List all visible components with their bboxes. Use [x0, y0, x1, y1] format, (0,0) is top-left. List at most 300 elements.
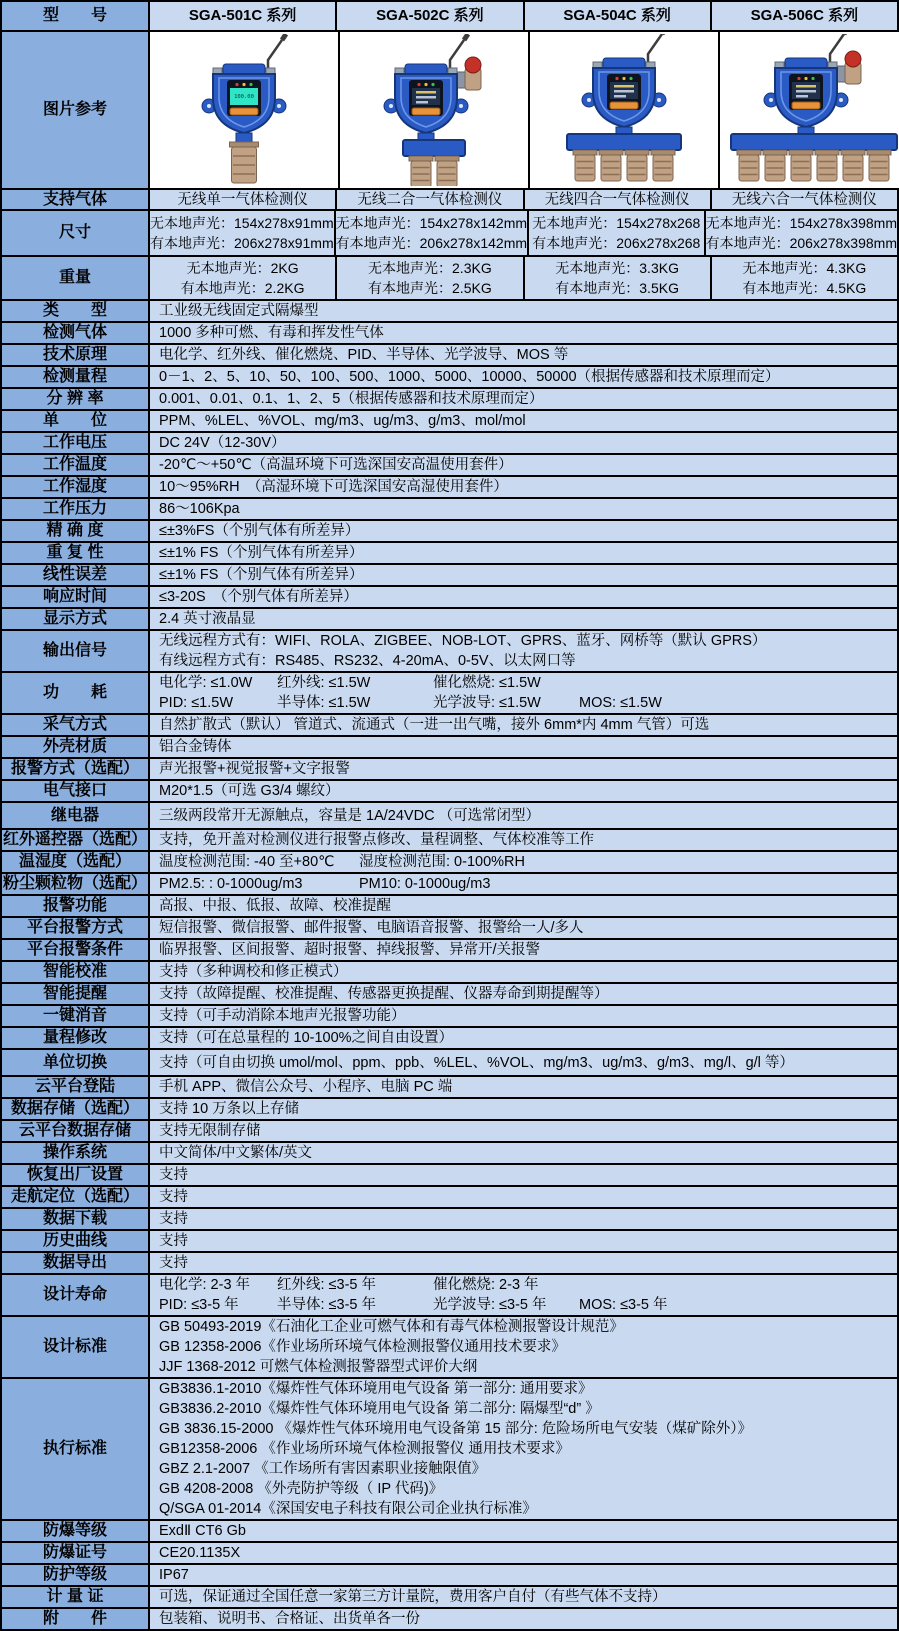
spec-row [2, 781, 897, 803]
dimensions-row [2, 211, 897, 257]
spec-row-label: 防爆等级 [2, 1521, 150, 1541]
spec-row [2, 918, 897, 940]
spec-value-segment: 高报、中报、低报、故障、校准提醒 [159, 898, 391, 914]
spec-row-label: 显示方式 [2, 609, 150, 629]
spec-row [2, 1317, 897, 1379]
model-header-cells [150, 2, 897, 30]
spec-row-label: 计 量 证 [2, 1587, 150, 1607]
spec-row-value [150, 1317, 897, 1377]
spec-row-value [150, 521, 897, 541]
spec-value-segment: PM10: 0-1000ug/m3 [359, 876, 491, 892]
spec-row-value [150, 940, 897, 960]
cell-text: 有本地声光：2.2KG [180, 280, 305, 296]
weight-cell-3 [712, 257, 897, 299]
spec-row-label: 防护等级 [2, 1565, 150, 1585]
spec-row-label: 红外遥控器（选配） [2, 830, 150, 850]
supported-gas-cell-3 [712, 190, 897, 209]
spec-row [2, 940, 897, 962]
spec-row [2, 896, 897, 918]
spec-value-line [159, 1209, 897, 1229]
spec-row [2, 673, 897, 715]
spec-row-value [150, 631, 897, 671]
spec-row-label: 单 位 [2, 411, 150, 431]
spec-row-label: 重 复 性 [2, 543, 150, 563]
spec-row-value [150, 1077, 897, 1097]
spec-value-line [159, 984, 897, 1004]
model-header-row [2, 2, 897, 32]
weight-cell-1 [337, 257, 524, 299]
spec-value-line [159, 918, 897, 938]
spec-row-value [150, 1565, 897, 1585]
spec-value-segment: 支持 [159, 1233, 188, 1249]
weight-label: 重量 [2, 257, 150, 299]
spec-value-segment: PM2.5: : 0-1000ug/m3 [159, 876, 303, 892]
spec-row-value [150, 781, 897, 801]
spec-row-label: 数据下载 [2, 1209, 150, 1229]
spec-value-line [159, 1231, 897, 1251]
spec-row [2, 737, 897, 759]
spec-row [2, 1379, 897, 1521]
dimensions-cell-2 [529, 211, 706, 255]
spec-value-line [159, 1419, 897, 1439]
spec-row-value [150, 411, 897, 431]
spec-row [2, 1521, 897, 1543]
spec-value-line [159, 301, 897, 321]
cell-text: 无本地声光：154x278x142mm [335, 215, 528, 231]
spec-value-segment: JJF 1368-2012 可燃气体检测报警器型式评价大纲 [159, 1359, 478, 1375]
model-name-cell-0 [150, 2, 337, 30]
spec-row [2, 587, 897, 609]
spec-row-label: 数据存储（选配） [2, 1099, 150, 1119]
spec-row-value [150, 1253, 897, 1273]
spec-value-segment: 短信报警、微信报警、邮件报警、电脑语音报警、报警给一人/多人 [159, 920, 584, 936]
spec-row-value [150, 1006, 897, 1026]
spec-value-segment: 支持，免开盖对检测仪进行报警点修改、量程调整、气体校准等工作 [159, 832, 594, 848]
spec-value-line [159, 367, 897, 387]
spec-row-label: 云平台数据存储 [2, 1121, 150, 1141]
spec-row-value [150, 499, 897, 519]
spec-row-value [150, 587, 897, 607]
spec-value-line [159, 1337, 897, 1357]
spec-value-line [159, 1379, 897, 1399]
spec-value-segment: IP67 [159, 1567, 189, 1583]
image-reference-row [2, 32, 897, 190]
model-name-cell-1 [337, 2, 524, 30]
cell-text: 无本地声光：3.3KG [555, 260, 679, 276]
spec-value-segment: 铝合金铸体 [159, 739, 232, 755]
spec-value-segment: 光学波导: ≤1.5W [433, 695, 541, 711]
weight-cell-2 [525, 257, 712, 299]
spec-row [2, 323, 897, 345]
cell-text: 无线六合一气体检测仪 [731, 191, 877, 208]
device-image-sga-502c [340, 34, 528, 186]
spec-value-segment: ExdⅡ CT6 Gb [159, 1523, 246, 1539]
spec-row-value [150, 759, 897, 779]
cell-text: 无线四合一气体检测仪 [544, 191, 690, 208]
spec-row-value [150, 1275, 897, 1315]
dimensions-cell-3 [706, 211, 897, 255]
spec-row-label: 报警功能 [2, 896, 150, 916]
spec-row [2, 1253, 897, 1275]
spec-row [2, 1165, 897, 1187]
spec-row [2, 389, 897, 411]
spec-value-segment: GB3836.1-2010《爆炸性气体环境用电气设备 第一部分: 通用要求》 [159, 1381, 593, 1397]
spec-value-line [159, 323, 897, 343]
spec-value-segment: 红外线: ≤3-5 年 [277, 1277, 377, 1293]
spec-value-line [159, 1143, 897, 1163]
cell-text: 无本地声光：2KG [186, 260, 299, 276]
spec-row-label: 平台报警方式 [2, 918, 150, 938]
spec-value-line [159, 521, 897, 541]
spec-row-value [150, 715, 897, 735]
spec-value-segment: PID: ≤3-5 年 [159, 1297, 239, 1313]
spec-row-label: 量程修改 [2, 1028, 150, 1048]
model-header-label: 型 号 [2, 2, 150, 30]
spec-row-label: 工作电压 [2, 433, 150, 453]
spec-row [2, 1565, 897, 1587]
spec-row-value [150, 874, 897, 894]
spec-row-value [150, 1379, 897, 1519]
spec-value-line [159, 1187, 897, 1207]
spec-value-line [159, 1357, 897, 1377]
spec-value-segment: GB12358-2006 《作业场所环境气体检测报警仪 通用技术要求》 [159, 1441, 570, 1457]
spec-row-value [150, 918, 897, 938]
spec-row [2, 715, 897, 737]
spec-value-segment: 半导体: ≤1.5W [277, 695, 371, 711]
spec-value-line [159, 631, 897, 651]
spec-value-segment: 0.001、0.01、0.1、1、2、5（根据传感器和技术原理而定） [159, 391, 544, 407]
spec-row [2, 521, 897, 543]
spec-row-value [150, 852, 897, 872]
device-image-sga-504c [530, 34, 718, 186]
spec-value-segment: MOS: ≤1.5W [579, 695, 662, 711]
spec-value-line [159, 852, 897, 872]
spec-value-line [159, 1253, 897, 1273]
spec-row [2, 1006, 897, 1028]
spec-value-segment: 0－1、2、5、10、50、100、500、1000、5000、10000、50000（根据传感器和技术原理而定） [159, 369, 780, 385]
cell-text: 无本地声光：154x278x91mm [150, 215, 334, 231]
spec-row-label: 平台报警条件 [2, 940, 150, 960]
spec-row-value [150, 1143, 897, 1163]
cell-text: SGA-504C 系列 [563, 7, 671, 24]
spec-value-line [159, 587, 897, 607]
spec-value-segment: M20*1.5（可选 G3/4 螺纹） [159, 783, 340, 799]
spec-value-line [159, 1459, 897, 1479]
spec-value-line [159, 1499, 897, 1519]
spec-row-value [150, 1099, 897, 1119]
spec-row-value [150, 367, 897, 387]
spec-row-label: 防爆证号 [2, 1543, 150, 1563]
spec-row-value [150, 455, 897, 475]
spec-value-segment: 自然扩散式（默认） 管道式、流通式（一进一出气嘴，接外 6mm*内 4mm 气管）可选 [159, 717, 710, 733]
spec-value-line [159, 651, 897, 671]
spec-value-segment: MOS: ≤3-5 年 [579, 1297, 668, 1313]
spec-value-segment: 红外线: ≤1.5W [277, 675, 371, 691]
spec-row [2, 631, 897, 673]
dimensions-label: 尺寸 [2, 211, 150, 255]
spec-value-line [159, 411, 897, 431]
spec-row-value [150, 830, 897, 850]
spec-row-label: 电气接口 [2, 781, 150, 801]
cell-text: 无线单一气体检测仪 [177, 191, 308, 208]
spec-value-line [159, 1439, 897, 1459]
spec-row [2, 1275, 897, 1317]
spec-row-label: 技术原理 [2, 345, 150, 365]
dimensions-cell-1 [336, 211, 529, 255]
spec-row [2, 499, 897, 521]
cell-text: 有本地声光：206x278x398mm [705, 235, 897, 251]
spec-value-segment: 手机 APP、微信公众号、小程序、电脑 PC 端 [159, 1079, 453, 1095]
spec-value-line [159, 874, 897, 894]
spec-row-value [150, 984, 897, 1004]
spec-row-value [150, 1231, 897, 1251]
spec-value-segment: 1000 多种可燃、有毒和挥发性气体 [159, 325, 384, 341]
spec-row-value [150, 803, 897, 828]
spec-row-label: 设计标准 [2, 1317, 150, 1377]
spec-value-segment: 支持 [159, 1189, 188, 1205]
spec-value-segment: 支持 [159, 1211, 188, 1227]
spec-value-segment: Q/SGA 01-2014《深国安电子科技有限公司企业执行标准》 [159, 1501, 537, 1517]
spec-value-segment: 电化学: 2-3 年 [159, 1277, 251, 1293]
spec-row [2, 1231, 897, 1253]
cell-text: 有本地声光：206x278x91mm [150, 235, 334, 251]
spec-value-line [159, 455, 897, 475]
spec-value-line [159, 1275, 897, 1295]
spec-value-segment: 声光报警+视觉报警+文字报警 [159, 761, 350, 777]
spec-row-value [150, 962, 897, 982]
spec-value-line [159, 1053, 897, 1073]
spec-value-line [159, 715, 897, 735]
spec-row [2, 609, 897, 631]
spec-row-label: 温湿度（选配） [2, 852, 150, 872]
spec-row-label: 智能提醒 [2, 984, 150, 1004]
spec-value-segment: 10～95%RH （高湿环境下可选深国安高湿使用套件） [159, 479, 508, 495]
spec-row [2, 543, 897, 565]
spec-value-line [159, 1587, 897, 1607]
spec-row-value [150, 543, 897, 563]
spec-row-label: 报警方式（选配） [2, 759, 150, 779]
spec-row-value [150, 673, 897, 713]
device-image-sga-502c [340, 32, 530, 188]
spec-value-segment: 有线远程方式有：RS485、RS232、4-20mA、0-5V、以太网口等 [159, 653, 576, 669]
spec-row-label: 云平台登陆 [2, 1077, 150, 1097]
spec-value-segment: 临界报警、区间报警、超时报警、掉线报警、异常开/关报警 [159, 942, 541, 958]
spec-value-line [159, 693, 897, 713]
spec-row [2, 1143, 897, 1165]
spec-value-line [159, 1099, 897, 1119]
spec-row-value [150, 301, 897, 321]
spec-value-segment: ≤±1% FS（个别气体有所差异） [159, 567, 364, 583]
spec-row-label: 单位切换 [2, 1050, 150, 1075]
spec-row-label: 继电器 [2, 803, 150, 828]
spec-value-segment: 中文简体/中文繁体/英文 [159, 1145, 313, 1161]
spec-row-label: 输出信号 [2, 631, 150, 671]
spec-value-line [159, 543, 897, 563]
spec-value-line [159, 1543, 897, 1563]
cell-text: 无线二合一气体检测仪 [357, 191, 503, 208]
spec-row-value [150, 323, 897, 343]
spec-row-value [150, 433, 897, 453]
spec-row [2, 367, 897, 389]
spec-row-label: 响应时间 [2, 587, 150, 607]
spec-row [2, 455, 897, 477]
cell-text: 无本地声光：4.3KG [742, 260, 867, 276]
device-image-sga-501c [150, 34, 338, 186]
spec-value-segment: 包装箱、说明书、合格证、出货单各一份 [159, 1611, 420, 1627]
spec-row [2, 477, 897, 499]
spec-row-value [150, 1028, 897, 1048]
cell-text: 有本地声光：4.5KG [742, 280, 867, 296]
spec-value-segment: GBZ 2.1-2007 《工作场所有害因素职业接触限值》 [159, 1461, 487, 1477]
spec-value-segment: 湿度检测范围: 0-100%RH [359, 854, 525, 870]
spec-row [2, 1209, 897, 1231]
spec-value-segment: 温度检测范围: -40 至+80℃ [159, 854, 335, 870]
spec-row [2, 803, 897, 830]
cell-text: 有本地声光：206x278x142mm [335, 235, 528, 251]
image-row-label: 图片参考 [2, 32, 150, 188]
supported-gas-label: 支持气体 [2, 190, 150, 209]
svg-text:100.00: 100.00 [234, 94, 254, 100]
spec-row-label: 粉尘颗粒物（选配） [2, 874, 150, 894]
spec-value-segment: 可选，保证通过全国任意一家第三方计量院，费用客户自付（有些气体不支持） [159, 1589, 667, 1605]
spec-row-label: 检测气体 [2, 323, 150, 343]
spec-value-segment: PPM、%LEL、%VOL、mg/m3、ug/m3、g/m3、mol/mol [159, 413, 526, 429]
spec-value-segment: 电化学、红外线、催化燃烧、PID、半导体、光学波导、MOS 等 [159, 347, 569, 363]
spec-value-line [159, 962, 897, 982]
spec-value-line [159, 389, 897, 409]
spec-value-line [159, 433, 897, 453]
spec-row-value [150, 1165, 897, 1185]
spec-value-line [159, 737, 897, 757]
spec-value-segment: 三级两段常开无源触点，容量是 1A/24VDC （可选常闭型） [159, 807, 541, 824]
cell-text: 有本地声光：206x278x268 [532, 235, 701, 251]
spec-row [2, 345, 897, 367]
spec-row-label: 工作温度 [2, 455, 150, 475]
spec-row-value [150, 477, 897, 497]
supported-gas-cell-1 [337, 190, 524, 209]
spec-row [2, 565, 897, 587]
spec-row-value [150, 345, 897, 365]
spec-row-label: 操作系统 [2, 1143, 150, 1163]
spec-value-line [159, 499, 897, 519]
spec-value-segment: 支持 10 万条以上存储 [159, 1101, 300, 1117]
spec-row [2, 962, 897, 984]
spec-row [2, 852, 897, 874]
cell-text: SGA-506C 系列 [750, 7, 859, 24]
spec-value-segment: 支持（多种调校和修正模式） [159, 964, 348, 980]
spec-value-segment: GB3836.2-2010《爆炸性气体环境用电气设备 第二部分: 隔爆型“d” 》 [159, 1401, 600, 1417]
spec-row-label: 功 耗 [2, 673, 150, 713]
spec-value-segment: 无线远程方式有：WIFI、ROLA、ZIGBEE、NOB-LOT、GPRS、蓝牙、网桥等（默认 GPRS） [159, 633, 767, 649]
spec-row [2, 1099, 897, 1121]
spec-row-value [150, 1187, 897, 1207]
spec-value-segment: 支持无限制存储 [159, 1123, 261, 1139]
spec-row-value [150, 1050, 897, 1075]
spec-row [2, 1121, 897, 1143]
spec-value-segment: GB 3836.15-2000 《爆炸性气体环境用电气设备第 15 部分: 危险场所电气安装（煤矿除外）》 [159, 1421, 752, 1437]
spec-value-line [159, 1565, 897, 1585]
spec-row-value [150, 737, 897, 757]
spec-value-segment: PID: ≤1.5W [159, 695, 234, 711]
spec-value-segment: 支持 [159, 1255, 188, 1271]
spec-value-line [159, 565, 897, 585]
spec-row [2, 1028, 897, 1050]
spec-value-line [159, 1077, 897, 1097]
spec-row-label: 工作湿度 [2, 477, 150, 497]
cell-text: 无本地声光：2.3KG [368, 260, 492, 276]
spec-row [2, 433, 897, 455]
spec-value-segment: 工业级无线固定式隔爆型 [159, 303, 319, 319]
spec-row-value [150, 1609, 897, 1629]
spec-value-line [159, 1121, 897, 1141]
spec-row-label: 采气方式 [2, 715, 150, 735]
spec-row-label: 检测量程 [2, 367, 150, 387]
spec-value-segment: -20℃～+50℃（高温环境下可选深国安高温使用套件） [159, 457, 513, 473]
spec-value-segment: DC 24V（12-30V） [159, 435, 286, 451]
spec-value-line [159, 940, 897, 960]
spec-value-segment: 86～106Kpa [159, 501, 240, 517]
spec-value-segment: 催化燃烧: 2-3 年 [433, 1277, 539, 1293]
spec-value-segment: 光学波导: ≤3-5 年 [433, 1297, 547, 1313]
spec-row-label: 数据导出 [2, 1253, 150, 1273]
spec-row-label: 历史曲线 [2, 1231, 150, 1251]
spec-row-value [150, 389, 897, 409]
spec-row-label: 分 辨 率 [2, 389, 150, 409]
supported-gas-cell-2 [525, 190, 712, 209]
device-image-sga-506c [720, 32, 899, 188]
spec-value-segment: 催化燃烧: ≤1.5W [433, 675, 541, 691]
spec-row-label: 类 型 [2, 301, 150, 321]
spec-row-label: 附 件 [2, 1609, 150, 1629]
model-name-cell-2 [525, 2, 712, 30]
spec-value-line [159, 1165, 897, 1185]
spec-value-segment: 2.4 英寸液晶显 [159, 611, 256, 627]
spec-value-segment: CE20.1135X [159, 1545, 241, 1561]
cell-text: 无本地声光：154x278x268 [532, 215, 701, 231]
spec-value-segment: 半导体: ≤3-5 年 [277, 1297, 377, 1313]
spec-row [2, 1187, 897, 1209]
spec-value-line [159, 1609, 897, 1629]
spec-row-value [150, 1543, 897, 1563]
spec-value-segment: 支持（可自由切换 umol/mol、ppm、ppb、%LEL、%VOL、mg/m3、ug/m3、g/m3、mg/l、g/l 等） [159, 1054, 794, 1071]
cell-text: 有本地声光：3.5KG [555, 280, 679, 296]
spec-row [2, 1077, 897, 1099]
spec-row [2, 1587, 897, 1609]
device-image-cells [150, 32, 899, 188]
spec-value-line [159, 896, 897, 916]
spec-value-line [159, 1317, 897, 1337]
cell-text: SGA-502C 系列 [376, 7, 484, 24]
spec-row-value [150, 565, 897, 585]
spec-row-label: 智能校准 [2, 962, 150, 982]
weight-row [2, 257, 897, 301]
cell-text: SGA-501C 系列 [188, 7, 297, 24]
spec-row-label: 线性误差 [2, 565, 150, 585]
spec-row [2, 411, 897, 433]
device-image-sga-504c [530, 32, 720, 188]
spec-value-line [159, 781, 897, 801]
spec-value-line [159, 806, 897, 826]
spec-value-line [159, 830, 897, 850]
spec-value-segment: ≤3-20S （个别气体有所差异） [159, 589, 358, 605]
cell-text: 有本地声光：2.5KG [368, 280, 492, 296]
spec-value-segment: GB 50493-2019《石油化工企业可燃气体和有毒气体检测报警设计规范》 [159, 1319, 624, 1335]
spec-row [2, 1609, 897, 1631]
cell-text: 无本地声光：154x278x398mm [705, 215, 897, 231]
spec-value-line [159, 1295, 897, 1315]
spec-value-segment: 支持（可在总量程的 10-100%之间自由设置） [159, 1030, 454, 1046]
spec-value-line [159, 1479, 897, 1499]
